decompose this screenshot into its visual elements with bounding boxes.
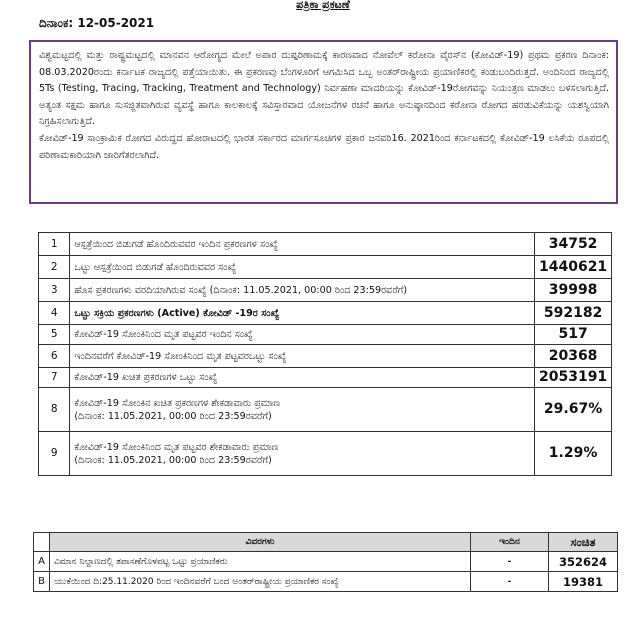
- stat-label: ಒಟ್ಟು ಆಸ್ಪತ್ರೆಯಿಂದ ಬಿಡುಗಡೆ ಹೊಂದಿರುವವರ ಸಂಖ್ಯೆ: [70, 256, 535, 279]
- stat-label-cell: [70, 388, 535, 432]
- row-key: B: [34, 572, 50, 592]
- row-number: 4: [39, 302, 70, 325]
- row-today: -: [471, 572, 549, 592]
- row-number: 9: [39, 432, 70, 476]
- stat-value: 1440621: [535, 256, 612, 279]
- press-release-title: ಪತ್ರಿಕಾ ಪ್ರಕಟಣೆ: [296, 0, 350, 11]
- stats-row: [39, 432, 612, 476]
- stats-row: [39, 368, 612, 388]
- stat-value: 29.67%: [535, 388, 612, 432]
- stat-value: 592182: [535, 302, 612, 325]
- stat-sublabel: (ದಿನಾಂಕ: 11.05.2021, 00:00 ರಿಂದ 23:59ರವರೆಗೆ): [74, 454, 272, 466]
- row-label: ಯುಕೆಯಿಂದ ದಿ:25.11.2020 ರಿಂದ ಇಂದಿನವರೆಗೆ ಬಂದ ಅಂತರ್‌ರಾಷ್ಟ್ರೀಯ ಪ್ರಯಾಣಿಕರ ಸಂಖ್ಯೆ: [50, 572, 471, 592]
- stats-row: [39, 388, 612, 432]
- stat-value: 39998: [535, 279, 612, 302]
- row-label: ವಿಮಾನ ನಿಲ್ದಾಣದಲ್ಲಿ ತಪಾಸಣೆಗೊಳಪಟ್ಟ ಒಟ್ಟು ಪ್ರಯಾಣಿಕರು: [50, 552, 471, 572]
- row-number: 3: [39, 279, 70, 302]
- stat-label: ಒಟ್ಟು ಸಕ್ರಿಯ ಪ್ರಕರಣಗಳು (Active) ಕೋವಿಡ್ -19ರ ಸಂಖ್ಯೆ: [70, 302, 535, 325]
- stats-row: [39, 345, 612, 368]
- stat-label: ಕೋವಿಡ್-19 ಖಚಿತ ಪ್ರಕರಣಗಳ ಒಟ್ಟು ಸಂಖ್ಯೆ: [70, 368, 535, 388]
- stat-label-cell: [70, 432, 535, 476]
- header-today: ಇಂದಿನ: [471, 533, 549, 552]
- row-number: 8: [39, 388, 70, 432]
- row-cumulative: 19381: [549, 572, 618, 592]
- stats-row: [39, 279, 612, 302]
- release-date: ದಿನಾಂಕ: 12-05-2021: [39, 16, 155, 30]
- table-row: [34, 552, 618, 572]
- row-today: -: [471, 552, 549, 572]
- stat-label: ಆಸ್ಪತ್ರೆಯಿಂದ ಬಿಡುಗಡೆ ಹೊಂದಿರುವವರ ಇಂದಿನ ಪ್ರಕರಣಗಳ ಸಂಖ್ಯೆ: [70, 233, 535, 256]
- row-number: 7: [39, 368, 70, 388]
- stats-row: [39, 256, 612, 279]
- header-blank-cell: [34, 533, 50, 552]
- stats-row: [39, 233, 612, 256]
- row-number: 2: [39, 256, 70, 279]
- stat-label: ಕೋವಿಡ್-19 ಸೋಂಕಿನ ಖಚಿತ ಪ್ರಕರಣಗಳ ಶೇಕಡಾವಾರು ಪ್ರಮಾಣ: [74, 397, 281, 409]
- covid-stats-table: [38, 232, 612, 476]
- travel-screening-table: [33, 532, 618, 592]
- stat-label: ಹೊಸ ಪ್ರಕರಣಗಳು ವರದಿಯಾಗಿರುವ ಸಂಖ್ಯೆ (ದಿನಾಂಕ: 11.05.2021, 00:00 ರಿಂದ 23:59ರವರೆಗೆ): [70, 279, 535, 302]
- stat-label: ಕೋವಿಡ್-19 ಸೋಂಕಿನಿಂದ ಮೃತ ಪಟ್ಟವರ ಇಂದಿನ ಸಂಖ್ಯೆ: [70, 325, 535, 345]
- stat-value: 1.29%: [535, 432, 612, 476]
- intro-paragraph: ವಿಶ್ವಮಟ್ಟದಲ್ಲಿ ಮತ್ತು ರಾಷ್ಟ್ರಮಟ್ಟದಲ್ಲಿ ಮಾನವನ ಆರೋಗ್ಯದ ಮೇಲೆ ಅಪಾರ ದುಷ್ಪರಿಣಾಮಕ್ಕೆ ಕಾರಣವಾದ ನೋವೆಲ್ ಕರೋನಾ ವೈರಸ್‌ನ (ಕೋವಿಡ್-19) ಪ್ರಥಮ ಪ್ರಕರಣ ದಿನಾಂಕ: 08.03.2020ರಂದು ಕರ್ನಾಟಕ ರಾಜ್ಯದಲ್ಲಿ ಪತ್ತೆಯಾಯಿತು. ಈ ಪ್ರಕರಣವು ಬೆಂಗಳೂರಿಗೆ ಆಗಮಿಸಿದ ಒಬ್ಬ ಅಂತರ್‌ರಾಷ್ಟ್ರೀಯ ಪ್ರಯಾಣಿಕರಲ್ಲಿ ಕಂಡುಬಂದಿರುತ್ತದೆ. ಅಂದಿನಿಂದ ರಾಜ್ಯದಲ್ಲಿ 5Ts (Testing, Tracing, Tracking, Treatment and Technology) ನಿರ್ವಹಣಾ ಮಾದರಿಯನ್ನು ಕೋವಿಡ್-19ರೋಗವನ್ನು ನಿಯಂತ್ರಣ ಮಾಡಲು ಬಳಸಲಾಗುತ್ತಿದೆ. ಅತ್ಯಂತ ಸಕ್ಷಮ ಹಾಗೂ ಸುಸಜ್ಜಿತವಾಗಿರುವ ವ್ಯವಸ್ಥೆ ಹಾಗೂ ಕಾಲಕಾಲಕ್ಕೆ ಸವಿಸ್ತಾರವಾದ ಯೋಜನೆಗಳ ರಚನೆ ಹಾಗೂ ಅನುಷ್ಠಾನದಿಂದ ಕರೋನಾ ರೋಗದ ಹರಡುವಿಕೆಯನ್ನು ಯಶಸ್ವಿಯಾಗಿ ನಿಗ್ರಹಿಸಲಾಗುತ್ತಿದೆ.: [39, 50, 609, 128]
- row-number: 6: [39, 345, 70, 368]
- stat-label: ಇಂದಿನವರೆಗೆ ಕೋವಿಡ್-19 ಸೋಂಕಿನಿಂದ ಮೃತ ಪಟ್ಟವರಒಟ್ಟು ಸಂಖ್ಯೆ: [70, 345, 535, 368]
- stats-row: [39, 302, 612, 325]
- table-header-row: [34, 533, 618, 552]
- row-key: A: [34, 552, 50, 572]
- stats-row: [39, 325, 612, 345]
- table-row: [34, 572, 618, 592]
- stat-value: 20368: [535, 345, 612, 368]
- header-cumulative: ಸಂಚಿತ: [549, 533, 618, 552]
- stat-value: 517: [535, 325, 612, 345]
- stat-sublabel: (ದಿನಾಂಕ: 11.05.2021, 00:00 ರಿಂದ 23:59ರವರೆಗೆ): [74, 410, 272, 422]
- header-details: ವಿವರಗಳು: [50, 533, 471, 552]
- row-number: 1: [39, 233, 70, 256]
- row-cumulative: 352624: [549, 552, 618, 572]
- stat-value: 2053191: [535, 368, 612, 388]
- intro-paragraph: ಕೋವಿಡ್-19 ಸಾಂಕ್ರಾಮಿಕ ರೋಗದ ವಿರುದ್ಧದ ಹೋರಾಟದಲ್ಲಿ ಭಾರತ ಸರ್ಕಾರದ ಮಾರ್ಗಸೂಚಿಗಳ ಪ್ರಕಾರ ಜನವರಿ16. 2021ರಿಂದ ಕರ್ನಾಟಕದಲ್ಲಿ ಕೋವಿಡ್-19 ಲಸಿಕೆಯ ರೂಪದಲ್ಲಿ ಪರಿಣಾಮಕಾರಿಯಾಗಿ ಜಾರಿಗೆತರಲಾಗಿದೆ.: [39, 132, 609, 161]
- intro-text-box: [29, 40, 618, 204]
- stat-label: ಕೋವಿಡ್-19 ಸೋಂಕಿನಿಂದ ಮೃತ ಪಟ್ಟವರ ಶೇಕಡಾವಾರು ಪ್ರಮಾಣ: [74, 441, 279, 453]
- stat-value: 34752: [535, 233, 612, 256]
- row-number: 5: [39, 325, 70, 345]
